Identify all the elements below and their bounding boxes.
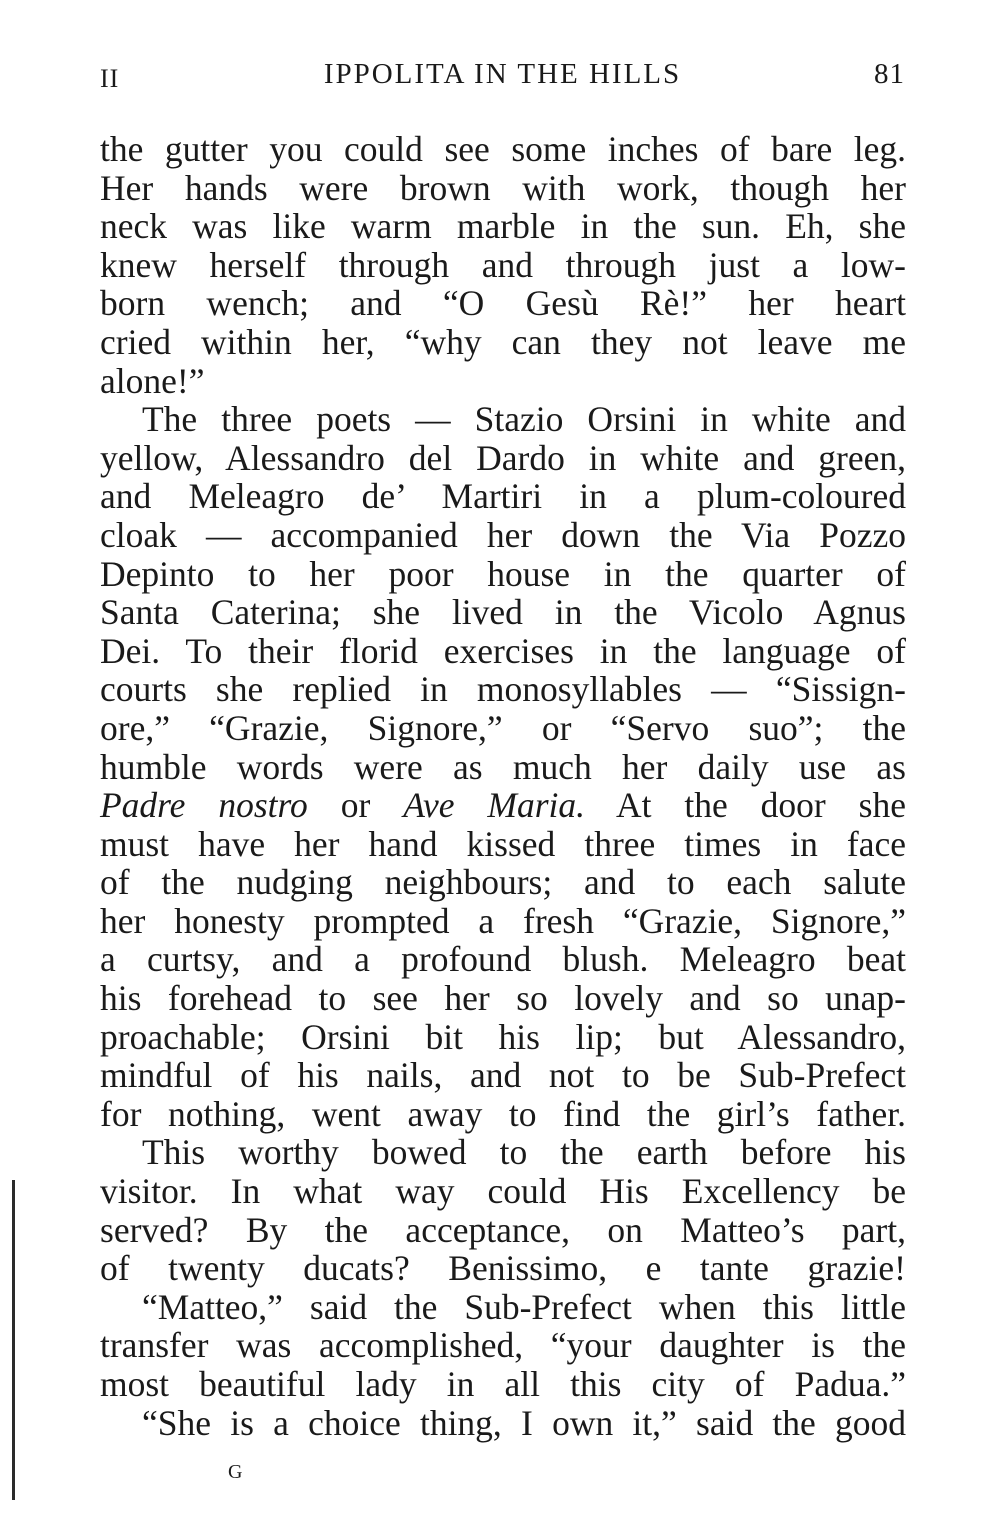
- body-text: [100, 130, 906, 1442]
- text-line: proachable; Orsini bit his lip; but Alessandro,: [100, 1016, 906, 1057]
- text-fragment: or: [307, 785, 404, 826]
- text-line: born wench; and “O Gesù Rè!” her heart: [100, 283, 906, 324]
- text-line: humble words were as much her daily use as: [100, 746, 906, 787]
- scan-edge-line: [12, 1180, 15, 1500]
- italic-phrase: Padre nostro: [100, 785, 308, 826]
- text-line: The three poets — Stazio Orsini in white and: [142, 399, 906, 440]
- text-line: Dei. To their florid exercises in the language of: [100, 630, 906, 671]
- text-line: her honesty prompted a fresh “Grazie, Signore,”: [100, 900, 906, 941]
- text-line-with-italics: [100, 786, 906, 825]
- page-number: 81: [874, 58, 905, 90]
- text-line: Santa Caterina; she lived in the Vicolo Agnus: [100, 592, 906, 633]
- italic-phrase: Ave Maria.: [403, 785, 586, 826]
- text-line: This worthy bowed to the earth before his: [142, 1132, 906, 1173]
- text-line: most beautiful lady in all this city of Padua.”: [100, 1364, 906, 1404]
- text-line: his forehead to see her so lovely and so unap-: [100, 978, 906, 1019]
- text-line: a curtsy, and a profound blush. Meleagro beat: [100, 939, 906, 980]
- running-header: [100, 58, 905, 98]
- text-line: of twenty ducats? Benissimo, e tante grazie!: [100, 1248, 906, 1289]
- signature-mark: G: [228, 1461, 244, 1483]
- text-line: transfer was accomplished, “your daughter is the: [100, 1325, 906, 1366]
- text-line: must have her hand kissed three times in face: [100, 823, 906, 864]
- text-line: Depinto to her poor house in the quarter of: [100, 553, 906, 594]
- text-line: “She is a choice thing, I own it,” said the good: [142, 1402, 906, 1443]
- text-line: cloak — accompanied her down the Via Pozzo: [100, 514, 906, 555]
- text-line: visitor. In what way could His Excellency be: [100, 1171, 906, 1212]
- text-line: the gutter you could see some inches of bare leg.: [100, 129, 906, 169]
- text-line: cried within her, “why can they not leave me: [100, 321, 906, 362]
- text-line: and Meleagro de’ Martiri in a plum-coloured: [100, 476, 906, 517]
- text-line: served? By the acceptance, on Matteo’s part,: [100, 1209, 906, 1250]
- text-line: courts she replied in monosyllables — “Sissign-: [100, 669, 906, 710]
- text-line: Her hands were brown with work, though her: [100, 167, 906, 208]
- text-line: yellow, Alessandro del Dardo in white and green,: [100, 437, 906, 478]
- text-line: “Matteo,” said the Sub-Prefect when this little: [142, 1286, 906, 1327]
- text-line: mindful of his nails, and not to be Sub-Prefect: [100, 1055, 906, 1096]
- running-title: IPPOLITA IN THE HILLS: [323, 58, 682, 90]
- text-fragment: At the door she: [585, 785, 906, 826]
- text-line: knew herself through and through just a low-: [100, 244, 906, 285]
- text-line: alone!”: [100, 360, 205, 401]
- text-line: neck was like warm marble in the sun. Eh, she: [100, 206, 906, 247]
- text-line: ore,” “Grazie, Signore,” or “Servo suo”; the: [100, 707, 906, 748]
- text-line: for nothing, went away to find the girl’s father.: [100, 1093, 906, 1134]
- text-line: of the nudging neighbours; and to each salute: [100, 862, 906, 903]
- chapter-number: II: [100, 64, 120, 93]
